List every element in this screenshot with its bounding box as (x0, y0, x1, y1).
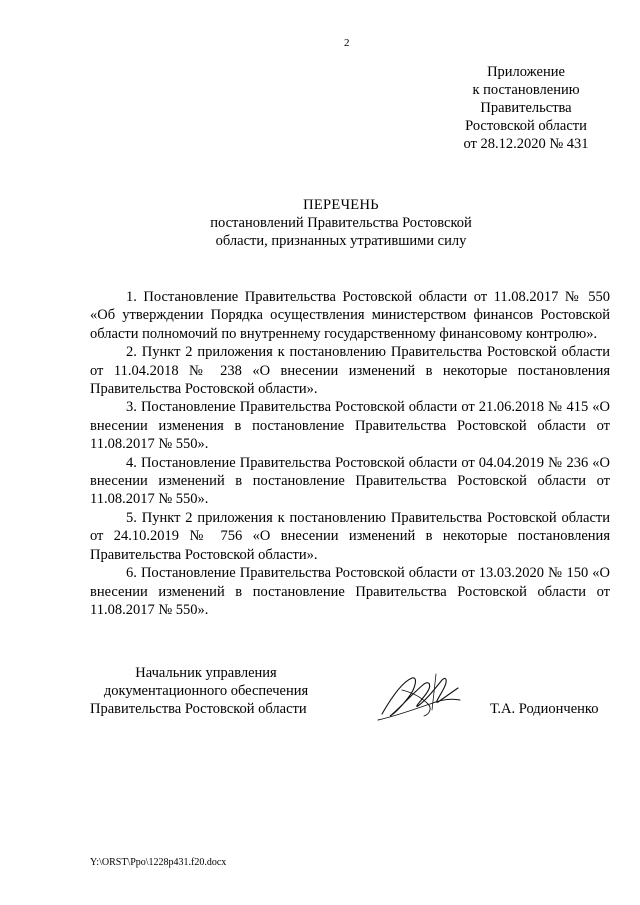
document-title: ПЕРЕЧЕНЬ (303, 197, 379, 213)
appendix-line: к постановлению (472, 82, 580, 98)
list-item: 6. Постановление Правительства Ростовской области от 13.03.2020 № 150 «О внесении изменений в постановление Правительства Ростовской области от 11.08.2017 № 550». (90, 565, 610, 618)
appendix-block (432, 63, 620, 153)
page-number: 2 (344, 37, 350, 49)
document-subtitle: постановлений Правительства Ростовской (210, 215, 472, 231)
list-item: 5. Пункт 2 приложения к постановлению Правительства Ростовской области от 24.10.2019 № 756 «О внесении изменений в некоторые постановления Правительства Ростовской области». (90, 509, 610, 563)
list-item: 2. Пункт 2 приложения к постановлению Правительства Ростовской области от 11.04.2018 № 238 «О внесении изменений в некоторые постановления Правительства Ростовской области». (90, 344, 610, 398)
signer-position-line: Правительства Ростовской области (90, 701, 307, 717)
list-item: 1. Постановление Правительства Ростовской области от 11.08.2017 № 550 «Об утверждении Порядка осуществления министерством финансов Ростовской области полномочий по внутреннему государственному финансовому контролю». (90, 289, 610, 342)
signer-position-line: документационного обеспечения (103, 683, 309, 699)
file-path: Y:\ORST\Ppo\1228p431.f20.docx (90, 857, 227, 868)
signer-position-line: Начальник управления (135, 665, 277, 681)
appendix-line: Приложение (487, 64, 565, 80)
handwritten-signature (372, 670, 464, 726)
appendix-line: Правительства (480, 100, 572, 116)
document-subtitle: области, признанных утратившими силу (215, 233, 467, 249)
signer-name: Т.А. Родионченко (490, 701, 599, 717)
signer-position (90, 664, 322, 718)
document-heading (150, 196, 532, 250)
appendix-date-number: от 28.12.2020 № 431 (463, 136, 589, 152)
list-body (90, 288, 610, 619)
list-item: 4. Постановление Правительства Ростовской области от 04.04.2019 № 236 «О внесении изменений в постановление Правительства Ростовской области от 11.08.2017 № 550». (90, 454, 610, 508)
list-item: 3. Постановление Правительства Ростовской области от 21.06.2018 № 415 «О внесении изменения в постановление Правительства Ростовской области от 11.08.2017 № 550». (90, 399, 610, 453)
appendix-line: Ростовской области (465, 118, 587, 134)
